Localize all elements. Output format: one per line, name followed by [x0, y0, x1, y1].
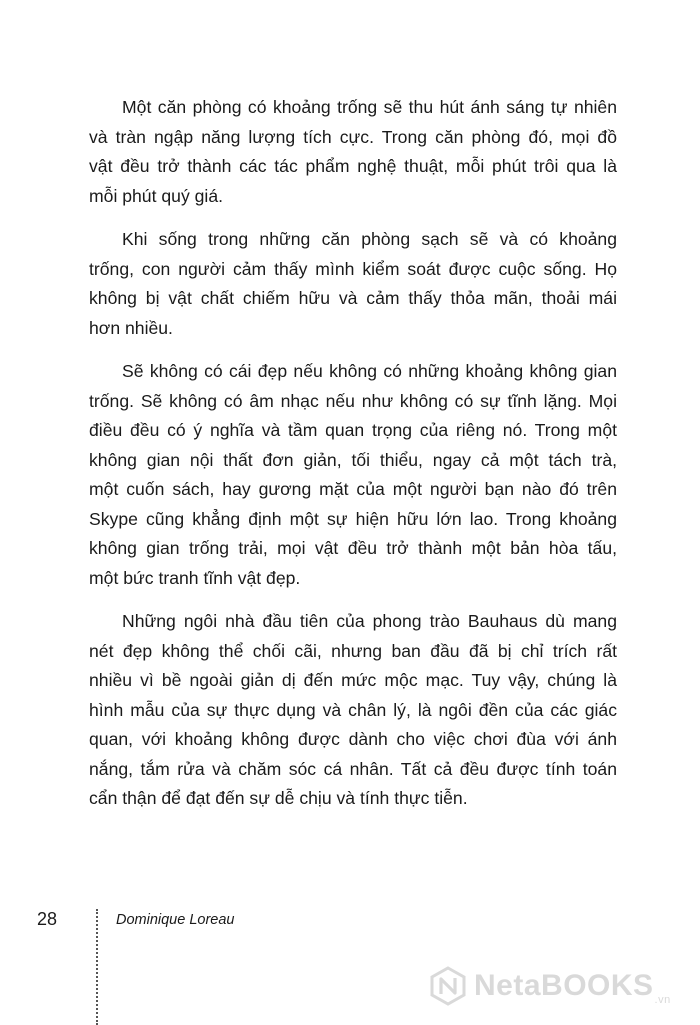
text-line: nhiều vì bề ngoài giản dị đến mức mộc mạc. Tuy vậy, chúng là: [89, 670, 617, 690]
paragraph-3: [89, 357, 617, 593]
text-line: cẩn thận để đạt đến sự dễ chịu và tính thực tiễn.: [89, 788, 468, 808]
text-line: một bức tranh tĩnh vật đẹp.: [89, 567, 301, 588]
watermark-brand: [474, 969, 671, 1006]
text-line: trống, con người cảm thấy mình kiểm soát được cuộc sống. Họ: [89, 258, 617, 279]
watermark-domain: .vn: [654, 994, 671, 1006]
netabooks-logo-icon: [428, 966, 468, 1006]
watermark-brand-name: NetaBOOKS: [474, 969, 654, 1002]
body-text: [89, 93, 617, 828]
watermark: [428, 966, 671, 1006]
text-line: nắng, tắm rửa và chăm sóc cá nhân. Tất cả đều được tính toán: [89, 758, 617, 779]
text-line: một cuốn sách, hay gương mặt của một người bạn nào đó trên: [89, 479, 617, 499]
text-line: hơn nhiều.: [89, 317, 173, 338]
text-line: Skype cũng khẳng định một sự hiện hữu lớn lao. Trong khoảng: [89, 508, 617, 529]
text-line: không gian trống trải, mọi vật đều trở thành một bản hòa tấu,: [89, 538, 617, 558]
text-line: Những ngôi nhà đầu tiên của phong trào Bauhaus dù mang: [122, 611, 617, 631]
paragraph-4: [89, 607, 617, 814]
text-line: trống. Sẽ không có âm nhạc nếu như không có sự tĩnh lặng. Mọi: [89, 390, 617, 411]
text-line: không bị vật chất chiếm hữu và cảm thấy thỏa mãn, thoải mái: [89, 288, 617, 308]
text-line: Khi sống trong những căn phòng sạch sẽ và có khoảng: [122, 229, 617, 249]
text-line: quan, với khoảng không được dành cho việc chơi đùa với ánh: [89, 729, 617, 749]
running-footer-author: Dominique Loreau: [116, 912, 235, 928]
text-line: điều đều có ý nghĩa và tầm quan trọng của riêng nó. Trong một: [89, 420, 617, 440]
page-number: 28: [37, 909, 58, 929]
text-line: Một căn phòng có khoảng trống sẽ thu hút ánh sáng tự nhiên: [122, 97, 617, 117]
text-line: nét đẹp không thể chối cãi, nhưng ban đầu đã bị chỉ trích rất: [89, 640, 617, 661]
text-line: và tràn ngập năng lượng tích cực. Trong căn phòng đó, mọi đồ: [89, 126, 617, 147]
paragraph-2: [89, 225, 617, 343]
text-line: hình mẫu của sự thực dụng và chân lý, là ngôi đền của các giác: [89, 699, 617, 720]
footer-dotted-divider: [96, 909, 98, 1025]
text-line: không gian nội thất đơn giản, tối thiểu, ngay cả một tách trà,: [89, 449, 617, 470]
paragraph-1: [89, 93, 617, 211]
text-line: vật đều trở thành các tác phẩm nghệ thuật, mỗi phút trôi qua là: [89, 156, 617, 176]
text-line: Sẽ không có cái đẹp nếu không có những khoảng không gian: [122, 361, 617, 381]
text-line: mỗi phút quý giá.: [89, 185, 223, 206]
